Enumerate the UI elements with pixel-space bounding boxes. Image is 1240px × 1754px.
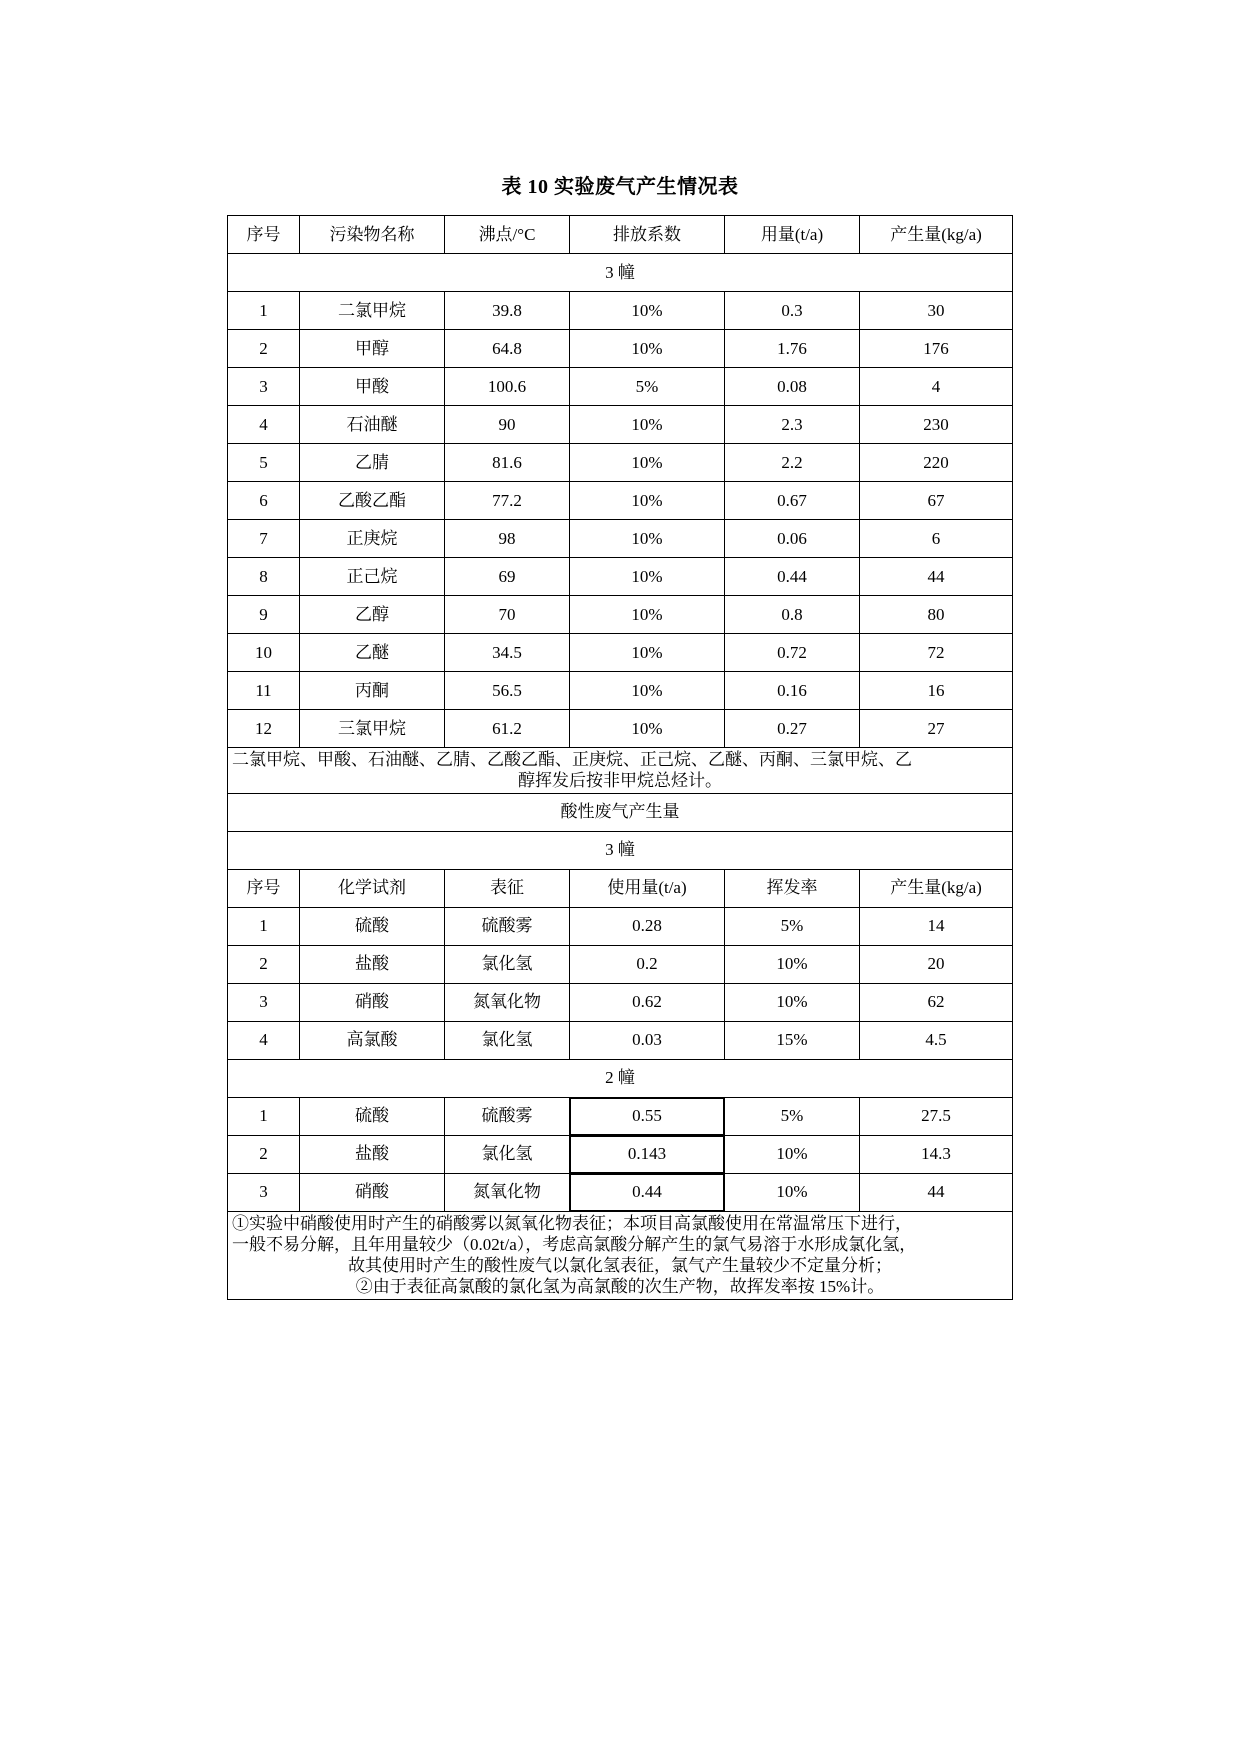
cell-characterization: 氯化氢	[445, 1021, 570, 1059]
cell-emission-factor: 10%	[570, 520, 725, 558]
cell-usage: 0.44	[725, 558, 860, 596]
group-label-row	[228, 1059, 1013, 1097]
cell-index: 3	[228, 1173, 300, 1211]
table-row	[228, 710, 1013, 748]
footnote-line: ②由于表征高氯酸的氯化氢为高氯酸的次生产物，故挥发率按 15%计。	[355, 1277, 885, 1297]
cell-reagent: 硝酸	[300, 983, 445, 1021]
cell-output: 230	[860, 406, 1013, 444]
header-cell: 沸点/°C	[445, 216, 570, 254]
cell-pollutant: 乙酸乙酯	[300, 482, 445, 520]
cell-emission-factor: 10%	[570, 444, 725, 482]
cell-emission-factor: 10%	[570, 634, 725, 672]
cell-emission-factor: 10%	[570, 672, 725, 710]
cell-usage: 2.3	[725, 406, 860, 444]
cell-index: 11	[228, 672, 300, 710]
note-line: 二氯甲烷、甲酸、石油醚、乙腈、乙酸乙酯、正庚烷、正己烷、乙醚、丙酮、三氯甲烷、乙	[232, 750, 912, 769]
header-cell: 产生量(kg/a)	[860, 216, 1013, 254]
table-row	[228, 444, 1013, 482]
header-cell: 产生量(kg/a)	[860, 869, 1013, 907]
cell-index: 1	[228, 1097, 300, 1135]
cell-emission-factor: 10%	[570, 292, 725, 330]
cell-boiling-point: 64.8	[445, 330, 570, 368]
table-row	[228, 672, 1013, 710]
cell-pollutant: 甲醇	[300, 330, 445, 368]
cell-pollutant: 三氯甲烷	[300, 710, 445, 748]
cell-reagent: 盐酸	[300, 1135, 445, 1173]
cell-usage: 0.28	[570, 907, 725, 945]
cell-usage: 0.143	[570, 1135, 725, 1173]
cell-index: 12	[228, 710, 300, 748]
cell-pollutant: 二氯甲烷	[300, 292, 445, 330]
cell-index: 6	[228, 482, 300, 520]
cell-volatilization-rate: 10%	[725, 1173, 860, 1211]
table-row	[228, 945, 1013, 983]
cell-boiling-point: 90	[445, 406, 570, 444]
cell-pollutant: 甲酸	[300, 368, 445, 406]
table-row	[228, 1135, 1013, 1173]
cell-output: 67	[860, 482, 1013, 520]
cell-index: 4	[228, 406, 300, 444]
cell-volatilization-rate: 15%	[725, 1021, 860, 1059]
cell-usage: 0.16	[725, 672, 860, 710]
cell-volatilization-rate: 5%	[725, 1097, 860, 1135]
table-row	[228, 520, 1013, 558]
cell-output: 220	[860, 444, 1013, 482]
section-label-acid: 酸性废气产生量	[228, 793, 1013, 831]
cell-volatilization-rate: 10%	[725, 945, 860, 983]
cell-output: 30	[860, 292, 1013, 330]
table-row	[228, 482, 1013, 520]
cell-index: 5	[228, 444, 300, 482]
cell-output: 80	[860, 596, 1013, 634]
cell-pollutant: 正己烷	[300, 558, 445, 596]
cell-boiling-point: 39.8	[445, 292, 570, 330]
cell-index: 2	[228, 330, 300, 368]
table-row	[228, 1021, 1013, 1059]
cell-index: 2	[228, 945, 300, 983]
group-label: 3 幢	[228, 254, 1013, 292]
cell-output: 62	[860, 983, 1013, 1021]
page-title: 表 10 实验废气产生情况表	[501, 176, 739, 198]
cell-characterization: 氮氧化物	[445, 983, 570, 1021]
cell-boiling-point: 81.6	[445, 444, 570, 482]
table-row	[228, 368, 1013, 406]
table-row	[228, 634, 1013, 672]
cell-emission-factor: 10%	[570, 406, 725, 444]
table-row	[228, 292, 1013, 330]
cell-output: 16	[860, 672, 1013, 710]
cell-usage: 0.03	[570, 1021, 725, 1059]
table-row	[228, 983, 1013, 1021]
footnote-line: 一般不易分解，且年用量较少（0.02t/a），考虑高氯酸分解产生的氯气易溶于水形成氯化氢，	[232, 1234, 917, 1254]
cell-usage: 0.67	[725, 482, 860, 520]
cell-output: 4	[860, 368, 1013, 406]
table-header-row	[228, 216, 1013, 254]
cell-characterization: 硫酸雾	[445, 907, 570, 945]
cell-boiling-point: 98	[445, 520, 570, 558]
cell-emission-factor: 10%	[570, 482, 725, 520]
table-row	[228, 1097, 1013, 1135]
cell-output: 14.3	[860, 1135, 1013, 1173]
cell-boiling-point: 61.2	[445, 710, 570, 748]
section-label-row	[228, 793, 1013, 831]
cell-volatilization-rate: 10%	[725, 1135, 860, 1173]
cell-index: 7	[228, 520, 300, 558]
cell-output: 27.5	[860, 1097, 1013, 1135]
header-cell: 用量(t/a)	[725, 216, 860, 254]
cell-emission-factor: 5%	[570, 368, 725, 406]
cell-reagent: 盐酸	[300, 945, 445, 983]
table-row	[228, 330, 1013, 368]
cell-reagent: 硫酸	[300, 907, 445, 945]
cell-reagent: 硝酸	[300, 1173, 445, 1211]
cell-reagent: 高氯酸	[300, 1021, 445, 1059]
cell-index: 8	[228, 558, 300, 596]
note-line: 醇挥发后按非甲烷总烃计。	[518, 771, 722, 791]
group-label-row	[228, 254, 1013, 292]
cell-index: 4	[228, 1021, 300, 1059]
cell-volatilization-rate: 10%	[725, 983, 860, 1021]
header-cell: 挥发率	[725, 869, 860, 907]
footnote-line: ①实验中硝酸使用时产生的硝酸雾以氮氧化物表征；本项目高氯酸使用在常温常压下进行，	[232, 1213, 912, 1233]
table-row	[228, 596, 1013, 634]
cell-index: 1	[228, 907, 300, 945]
group-label: 3 幢	[228, 831, 1013, 869]
table-row	[228, 1173, 1013, 1211]
group-label: 2 幢	[228, 1059, 1013, 1097]
header-cell: 序号	[228, 869, 300, 907]
header-cell: 污染物名称	[300, 216, 445, 254]
cell-index: 10	[228, 634, 300, 672]
cell-output: 176	[860, 330, 1013, 368]
cell-usage: 1.76	[725, 330, 860, 368]
cell-usage: 0.55	[570, 1097, 725, 1135]
cell-pollutant: 乙醚	[300, 634, 445, 672]
cell-output: 44	[860, 1173, 1013, 1211]
header-cell: 使用量(t/a)	[570, 869, 725, 907]
cell-volatilization-rate: 5%	[725, 907, 860, 945]
note-row	[228, 748, 1013, 794]
cell-emission-factor: 10%	[570, 710, 725, 748]
cell-characterization: 硫酸雾	[445, 1097, 570, 1135]
footnote-row	[228, 1211, 1013, 1299]
cell-index: 3	[228, 368, 300, 406]
table-row	[228, 558, 1013, 596]
cell-output: 14	[860, 907, 1013, 945]
cell-usage: 0.27	[725, 710, 860, 748]
emission-table	[227, 215, 1013, 1300]
cell-usage: 0.62	[570, 983, 725, 1021]
cell-pollutant: 丙酮	[300, 672, 445, 710]
cell-usage: 2.2	[725, 444, 860, 482]
cell-output: 20	[860, 945, 1013, 983]
note-cell	[228, 748, 1013, 794]
table-header-row	[228, 869, 1013, 907]
cell-emission-factor: 10%	[570, 330, 725, 368]
cell-usage: 0.3	[725, 292, 860, 330]
header-cell: 表征	[445, 869, 570, 907]
cell-pollutant: 石油醚	[300, 406, 445, 444]
cell-output: 72	[860, 634, 1013, 672]
cell-usage: 0.44	[570, 1173, 725, 1211]
header-cell: 化学试剂	[300, 869, 445, 907]
cell-boiling-point: 70	[445, 596, 570, 634]
footnote-line: 故其使用时产生的酸性废气以氯化氢表征，氯气产生量较少不定量分析；	[348, 1256, 892, 1275]
cell-index: 2	[228, 1135, 300, 1173]
cell-pollutant: 正庚烷	[300, 520, 445, 558]
cell-characterization: 氯化氢	[445, 945, 570, 983]
cell-index: 9	[228, 596, 300, 634]
header-cell: 排放系数	[570, 216, 725, 254]
cell-usage: 0.08	[725, 368, 860, 406]
footnote-cell	[228, 1211, 1013, 1299]
cell-pollutant: 乙醇	[300, 596, 445, 634]
cell-characterization: 氮氧化物	[445, 1173, 570, 1211]
cell-emission-factor: 10%	[570, 596, 725, 634]
cell-output: 6	[860, 520, 1013, 558]
cell-output: 4.5	[860, 1021, 1013, 1059]
cell-usage: 0.06	[725, 520, 860, 558]
cell-emission-factor: 10%	[570, 558, 725, 596]
cell-boiling-point: 34.5	[445, 634, 570, 672]
cell-pollutant: 乙腈	[300, 444, 445, 482]
table-row	[228, 406, 1013, 444]
group-label-row	[228, 831, 1013, 869]
cell-output: 27	[860, 710, 1013, 748]
table-row	[228, 907, 1013, 945]
cell-usage: 0.2	[570, 945, 725, 983]
header-cell: 序号	[228, 216, 300, 254]
cell-index: 3	[228, 983, 300, 1021]
cell-boiling-point: 77.2	[445, 482, 570, 520]
cell-output: 44	[860, 558, 1013, 596]
cell-index: 1	[228, 292, 300, 330]
cell-characterization: 氯化氢	[445, 1135, 570, 1173]
cell-boiling-point: 56.5	[445, 672, 570, 710]
cell-boiling-point: 100.6	[445, 368, 570, 406]
cell-usage: 0.72	[725, 634, 860, 672]
cell-reagent: 硫酸	[300, 1097, 445, 1135]
cell-usage: 0.8	[725, 596, 860, 634]
cell-boiling-point: 69	[445, 558, 570, 596]
